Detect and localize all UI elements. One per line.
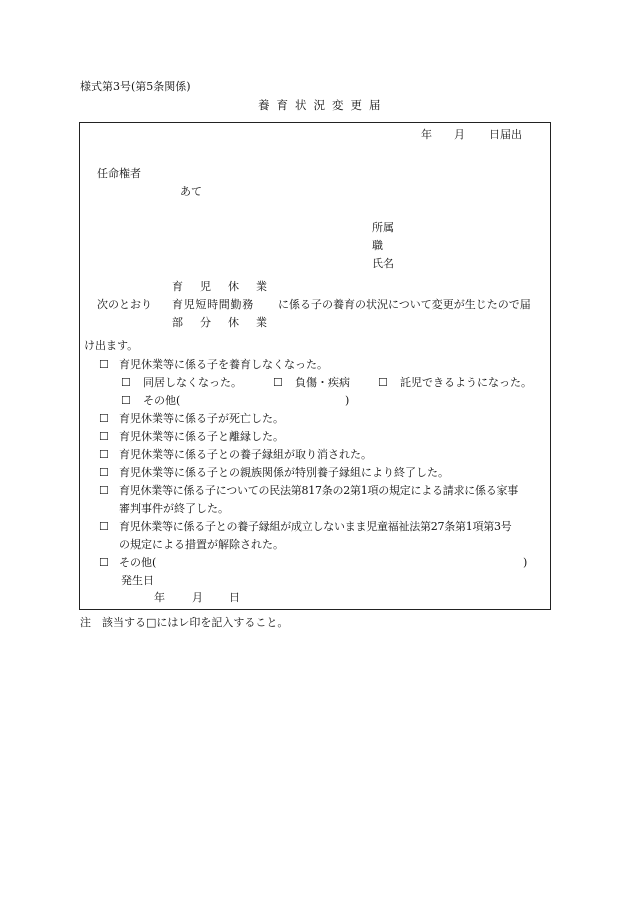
checkbox-injury-illness[interactable]: ☐ <box>273 376 283 389</box>
form-number: 様式第3号(第5条関係) <box>80 80 191 93</box>
checkbox-special-adoption-ended[interactable]: ☐ <box>99 466 109 479</box>
item-special-adoption-ended: 育児休業等に係る子との親族関係が特別養子縁組により終了した。 <box>119 466 449 479</box>
item-other: その他( <box>119 556 157 569</box>
item-civil-code-line2: 審判事件が終了した。 <box>119 502 229 515</box>
item-injury-illness: 負傷・疾病 <box>295 376 350 389</box>
checkbox-adoption-cancelled[interactable]: ☐ <box>99 448 109 461</box>
item-child-separated: 育児休業等に係る子と離縁した。 <box>119 430 284 443</box>
occurrence-year-label: 年 <box>154 591 165 604</box>
checkbox-child-separated[interactable]: ☐ <box>99 430 109 443</box>
item-child-died: 育児休業等に係る子が死亡した。 <box>119 412 284 425</box>
addressee-suffix: あて <box>180 185 202 198</box>
leave-type-partial-leave: 部 分 休 業 <box>172 316 267 329</box>
item-adoption-cancelled: 育児休業等に係る子との養子縁組が取り消された。 <box>119 448 372 461</box>
date-submitted-label: 日届出 <box>489 128 522 141</box>
appointing-authority-label: 任命権者 <box>97 167 141 180</box>
checkbox-other[interactable]: ☐ <box>99 556 109 569</box>
checkbox-civil-code[interactable]: ☐ <box>99 484 109 497</box>
checkbox-child-died[interactable]: ☐ <box>99 412 109 425</box>
item-welfare-line2: の規定による措置が解除された。 <box>119 538 284 551</box>
checkbox-welfare-act[interactable]: ☐ <box>99 520 109 533</box>
item-sub-other: その他( <box>143 394 181 407</box>
date-month-label: 月 <box>454 128 465 141</box>
item-sub-other-close: ) <box>345 394 350 407</box>
item-childcare-possible: 託児できるようになった。 <box>400 376 532 389</box>
intro-prefix: 次のとおり <box>97 298 152 311</box>
name-label: 氏名 <box>372 257 394 270</box>
form-title: 養 育 状 況 変 更 届 <box>258 98 381 112</box>
item-not-cohabiting: 同居しなくなった。 <box>143 376 242 389</box>
occurrence-day-label: 日 <box>229 591 240 604</box>
occurrence-month-label: 月 <box>192 591 203 604</box>
leave-type-short-hours: 育児短時間勤務 <box>172 298 254 311</box>
item-civil-code-line1: 育児休業等に係る子についての民法第817条の2第1項の規定による請求に係る家事 <box>119 484 519 497</box>
checkbox-childcare-possible[interactable]: ☐ <box>378 376 388 389</box>
checkbox-not-cohabiting[interactable]: ☐ <box>121 376 131 389</box>
affiliation-label: 所属 <box>372 221 394 234</box>
occurrence-date-label: 発生日 <box>121 574 154 587</box>
item-welfare-line1: 育児休業等に係る子との養子縁組が成立しないまま児童福祉法第27条第1項第3号 <box>119 520 512 533</box>
item-no-longer-raising: 育児休業等に係る子を養育しなくなった。 <box>119 358 328 371</box>
leave-type-childcare-leave: 育 児 休 業 <box>172 280 267 293</box>
item-other-close: ) <box>523 556 528 569</box>
position-label: 職 <box>372 239 383 252</box>
date-year-label: 年 <box>421 128 432 141</box>
checkbox-sub-other[interactable]: ☐ <box>121 394 131 407</box>
checkbox-no-longer-raising[interactable]: ☐ <box>99 358 109 371</box>
intro-suffix: に係る子の養育の状況について変更が生じたので届 <box>278 298 531 311</box>
intro-continuation: け出ます。 <box>84 339 139 352</box>
footnote: 注 該当する□にはレ印を記入すること。 <box>80 616 289 629</box>
